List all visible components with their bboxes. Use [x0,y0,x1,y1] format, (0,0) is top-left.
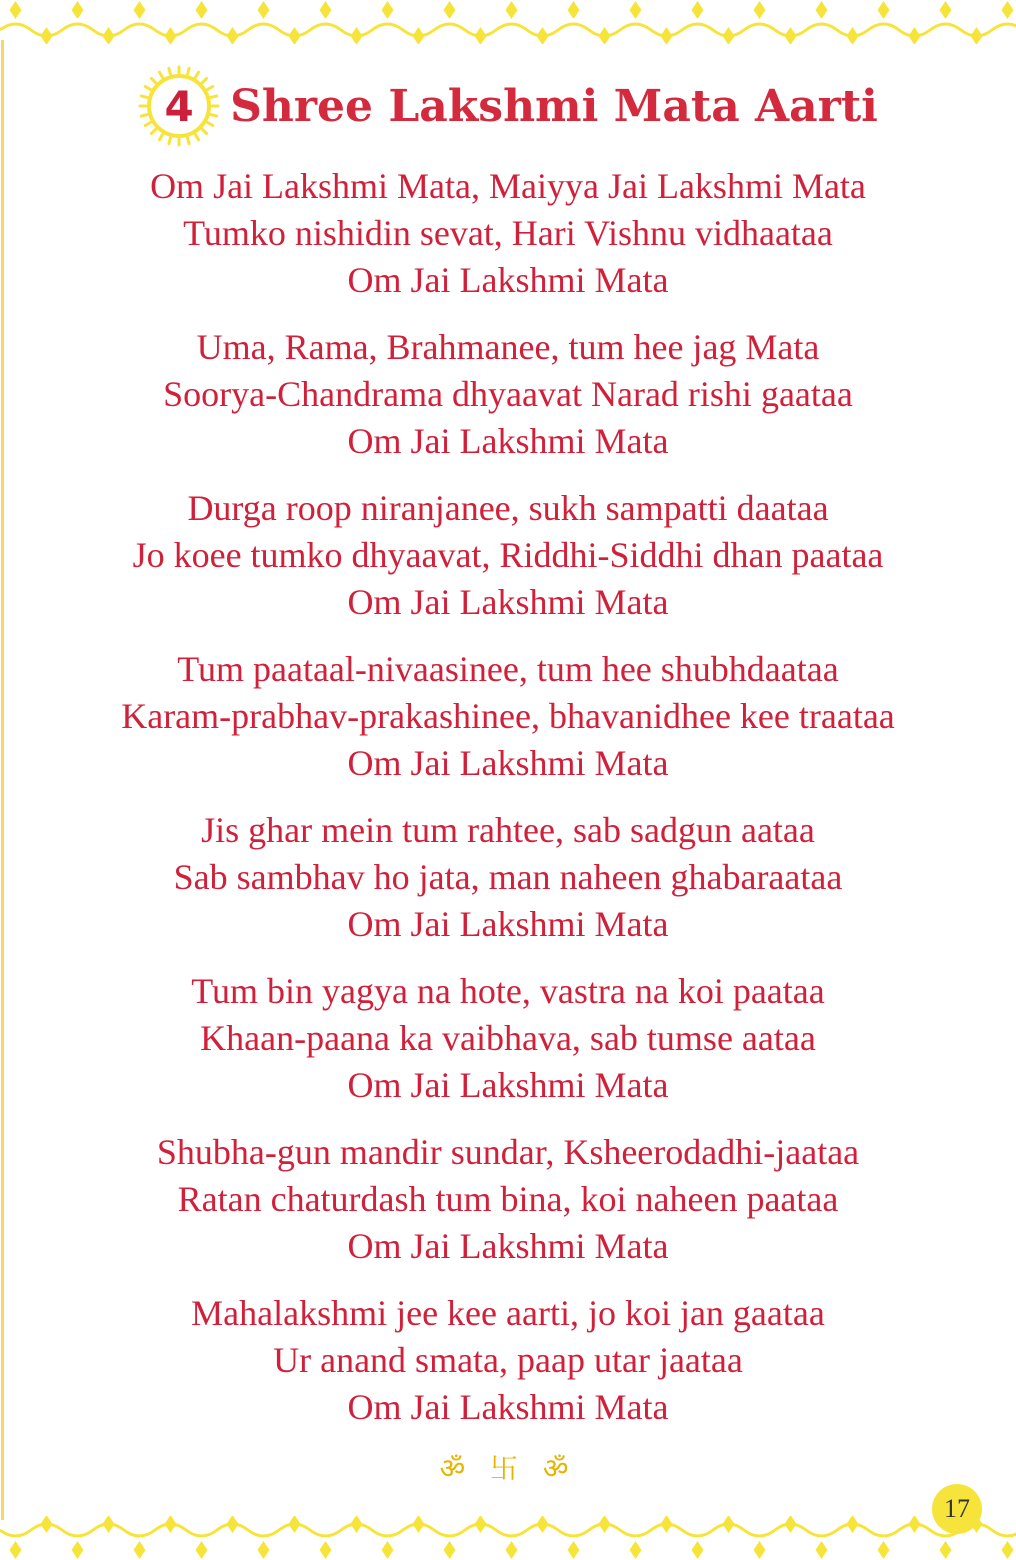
diamond-motif [475,27,487,44]
verse-line: Ratan chaturdash tum bina, koi naheen paataa [177,1179,839,1219]
diamond-motif [289,27,301,44]
diamond-motif [103,1516,115,1533]
diamond-motif [692,1,704,19]
diamond-motif [227,1516,239,1533]
diamond-motif [72,1541,84,1559]
diamond-motif [754,1541,766,1559]
diamond-motif [444,1,456,19]
diamond-motif [847,1516,859,1533]
diamond-motif [382,1,394,19]
diamond-motif [816,1,828,19]
diamond-motif [320,1541,332,1559]
verse-line: Mahalakshmi jee kee aarti, jo koi jan gaataa [191,1293,825,1333]
diamond-motif [351,1516,363,1533]
diamond-motif [909,27,921,44]
stanza [0,807,1016,948]
diamond-motif [103,27,115,44]
verse-line: Om Jai Lakshmi Mata [347,1065,669,1105]
diamond-motif [537,1516,549,1533]
diamond-motif [599,1516,611,1533]
diamond-motif [10,1541,22,1559]
diamond-motif [196,1,208,19]
diamond-motif [413,27,425,44]
diamond-motif [785,1516,797,1533]
diamond-motif [506,1541,518,1559]
verse-line: Uma, Rama, Brahmanee, tum hee jag Mata [196,327,820,367]
diamond-motif [72,1,84,19]
verse-line: Ur anand smata, paap utar jaataa [273,1340,743,1380]
diamond-motif [661,1516,673,1533]
verse-line: Tum paataal-nivaasinee, tum hee shubhdaataa [177,649,839,689]
aarti-title: Shree Lakshmi Mata Aarti [230,80,878,132]
stanza [0,968,1016,1109]
diamond-motif [1002,1,1014,19]
verse-line: Om Jai Lakshmi Mata [347,421,669,461]
stanza [0,646,1016,787]
om-swastika-symbols: ॐ 卐 ॐ [439,1452,577,1485]
verse-line: Om Jai Lakshmi Mata [347,743,669,783]
diamond-motif [444,1541,456,1559]
diamond-motif [134,1,146,19]
verse-line: Jo koee tumko dhyaavat, Riddhi-Siddhi dhan paataa [132,535,884,575]
diamond-motif [630,1541,642,1559]
verse-line: Khaan-paana ka vaibhava, sab tumse aataa [200,1018,816,1058]
diamond-motif [506,1,518,19]
diamond-motif [940,1541,952,1559]
aarti-heading [0,66,1016,146]
diamond-motif [475,1516,487,1533]
diamond-motif [382,1541,394,1559]
diamond-motif [971,27,983,44]
diamond-motif [10,1,22,19]
verse-line: Om Jai Lakshmi Mata [347,582,669,622]
diamond-motif [723,1516,735,1533]
diamond-motif [661,27,673,44]
diamond-motif [568,1,580,19]
diamond-motif [878,1541,890,1559]
diamond-motif [41,27,53,44]
border-wave [0,24,1016,36]
stanza [0,163,1016,304]
verse-line: Om Jai Lakshmi Mata [347,1387,669,1427]
diamond-motif [940,1,952,19]
stanza [0,1129,1016,1270]
verse-line: Om Jai Lakshmi Mata [347,260,669,300]
chapter-number: 4 [164,81,194,131]
diamond-motif [258,1541,270,1559]
diamond-motif [320,1,332,19]
diamond-motif [785,27,797,44]
verse-line: Om Jai Lakshmi Mata [347,1226,669,1266]
verse-line: Sab sambhav ho jata, man naheen ghabaraataa [173,857,843,897]
diamond-motif [878,1,890,19]
diamond-motif [537,27,549,44]
diamond-motif [41,1516,53,1533]
diamond-motif [289,1516,301,1533]
diamond-motif [227,27,239,44]
diamond-motif [692,1541,704,1559]
verse-line: Om Jai Lakshmi Mata [347,904,669,944]
stanza [0,324,1016,465]
verse-line: Karam-prabhav-prakashinee, bhavanidhee kee traataa [121,696,895,736]
diamond-motif [909,1516,921,1533]
diamond-motif [723,27,735,44]
page-number: 17 [932,1484,982,1534]
verse-line: Tum bin yagya na hote, vastra na koi paataa [191,971,825,1011]
diamond-motif [599,27,611,44]
diamond-motif [258,1,270,19]
bottom-decorative-border [0,1516,1016,1560]
stanza [0,485,1016,626]
chapter-number-badge [138,65,220,147]
diamond-motif [754,1,766,19]
verse-line: Shubha-gun mandir sundar, Ksheerodadhi-jaataa [156,1132,860,1172]
diamond-motif [1002,1541,1014,1559]
diamond-motif [165,1516,177,1533]
diamond-motif [165,27,177,44]
diamond-motif [630,1,642,19]
diamond-motif [196,1541,208,1559]
diamond-motif [413,1516,425,1533]
verse-line: Tumko nishidin sevat, Hari Vishnu vidhaataa [183,213,833,253]
verse-line: Soorya-Chandrama dhyaavat Narad rishi gaataa [163,374,853,414]
diamond-motif [134,1541,146,1559]
stanza [0,1290,1016,1431]
top-decorative-border [0,0,1016,44]
diamond-motif [351,27,363,44]
diamond-motif [847,27,859,44]
verse-line: Om Jai Lakshmi Mata, Maiyya Jai Lakshmi Mata [150,166,866,206]
diamond-motif [816,1541,828,1559]
diamond-motif [568,1541,580,1559]
verse-line: Durga roop niranjanee, sukh sampatti daataa [187,488,829,528]
verse-line: Jis ghar mein tum rahtee, sab sadgun aataa [201,810,815,850]
verses [0,163,1016,1451]
border-wave [0,1524,1016,1536]
